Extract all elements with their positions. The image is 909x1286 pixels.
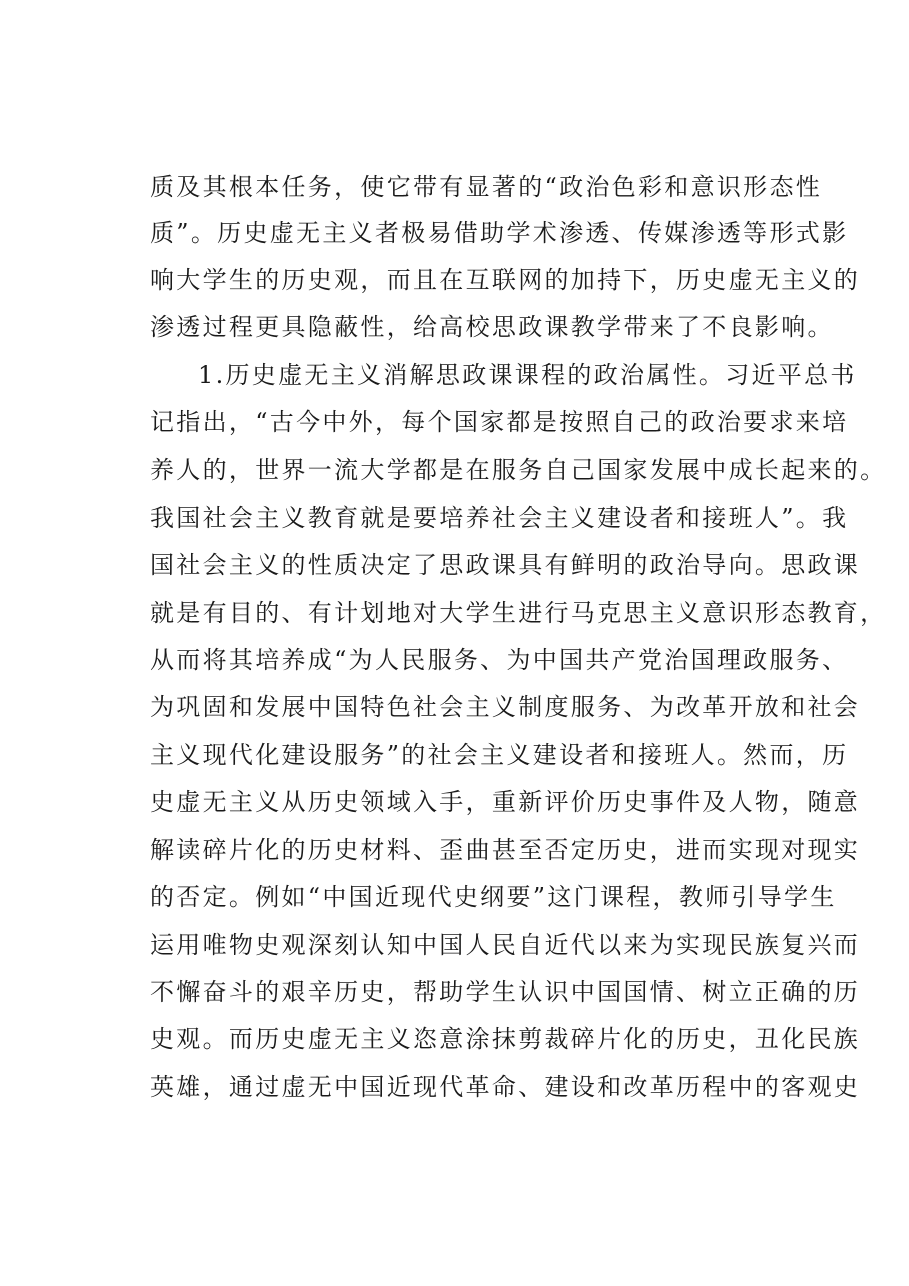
text-line: 记指出，“古今中外，每个国家都是按照自己的政治要求来培 xyxy=(150,408,849,436)
text-line: 不懈奋斗的艰辛历史，帮助学生认识中国国情、树立正确的历 xyxy=(150,978,861,1006)
text-line: 质”。历史虚无主义者极易借助学术渗透、传媒渗透等形式影 xyxy=(150,219,849,247)
text-line: 史观。而历史虚无主义恣意涂抹剪裁碎片化的历史，丑化民族 xyxy=(150,1025,861,1053)
text-line: 解读碎片化的历史材料、歪曲甚至否定历史，进而实现对现实 xyxy=(150,836,861,864)
text-line: 英雄，通过虚无中国近现代革命、建设和改革历程中的客观史 xyxy=(150,1073,861,1101)
text-line: 从而将其培养成“为人民服务、为中国共产党治国理政服务、 xyxy=(150,646,849,674)
text-line: 就是有目的、有计划地对大学生进行马克思主义意识形态教育， xyxy=(150,599,887,627)
text-line: 国社会主义的性质决定了思政课具有鲜明的政治导向。思政课 xyxy=(150,551,861,579)
text-line: 主义现代化建设服务”的社会主义建设者和接班人。然而，历 xyxy=(150,741,849,769)
paragraph-first-line: 1.历史虚无主义消解思政课课程的政治属性。习近平总书 xyxy=(198,361,857,389)
text-line: 响大学生的历史观，而且在互联网的加持下，历史虚无主义的 xyxy=(150,266,861,294)
text-line: 渗透过程更具隐蔽性，给高校思政课教学带来了不良影响。 xyxy=(150,313,834,341)
text-line: 养人的，世界一流大学都是在服务自己国家发展中成长起来的。 xyxy=(150,456,887,484)
text-line: 为巩固和发展中国特色社会主义制度服务、为改革开放和社会 xyxy=(150,693,861,721)
text-line: 质及其根本任务，使它带有显著的“政治色彩和意识形态性 xyxy=(150,173,823,201)
text-line: 运用唯物史观深刻认知中国人民自近代以来为实现民族复兴而 xyxy=(150,931,861,959)
text-line: 的否定。例如“中国近现代史纲要”这门课程，教师引导学生 xyxy=(150,883,837,911)
text-line: 史虚无主义从历史领域入手，重新评价历史事件及人物，随意 xyxy=(150,788,861,816)
text-line: 我国社会主义教育就是要培养社会主义建设者和接班人”。我 xyxy=(150,504,849,532)
